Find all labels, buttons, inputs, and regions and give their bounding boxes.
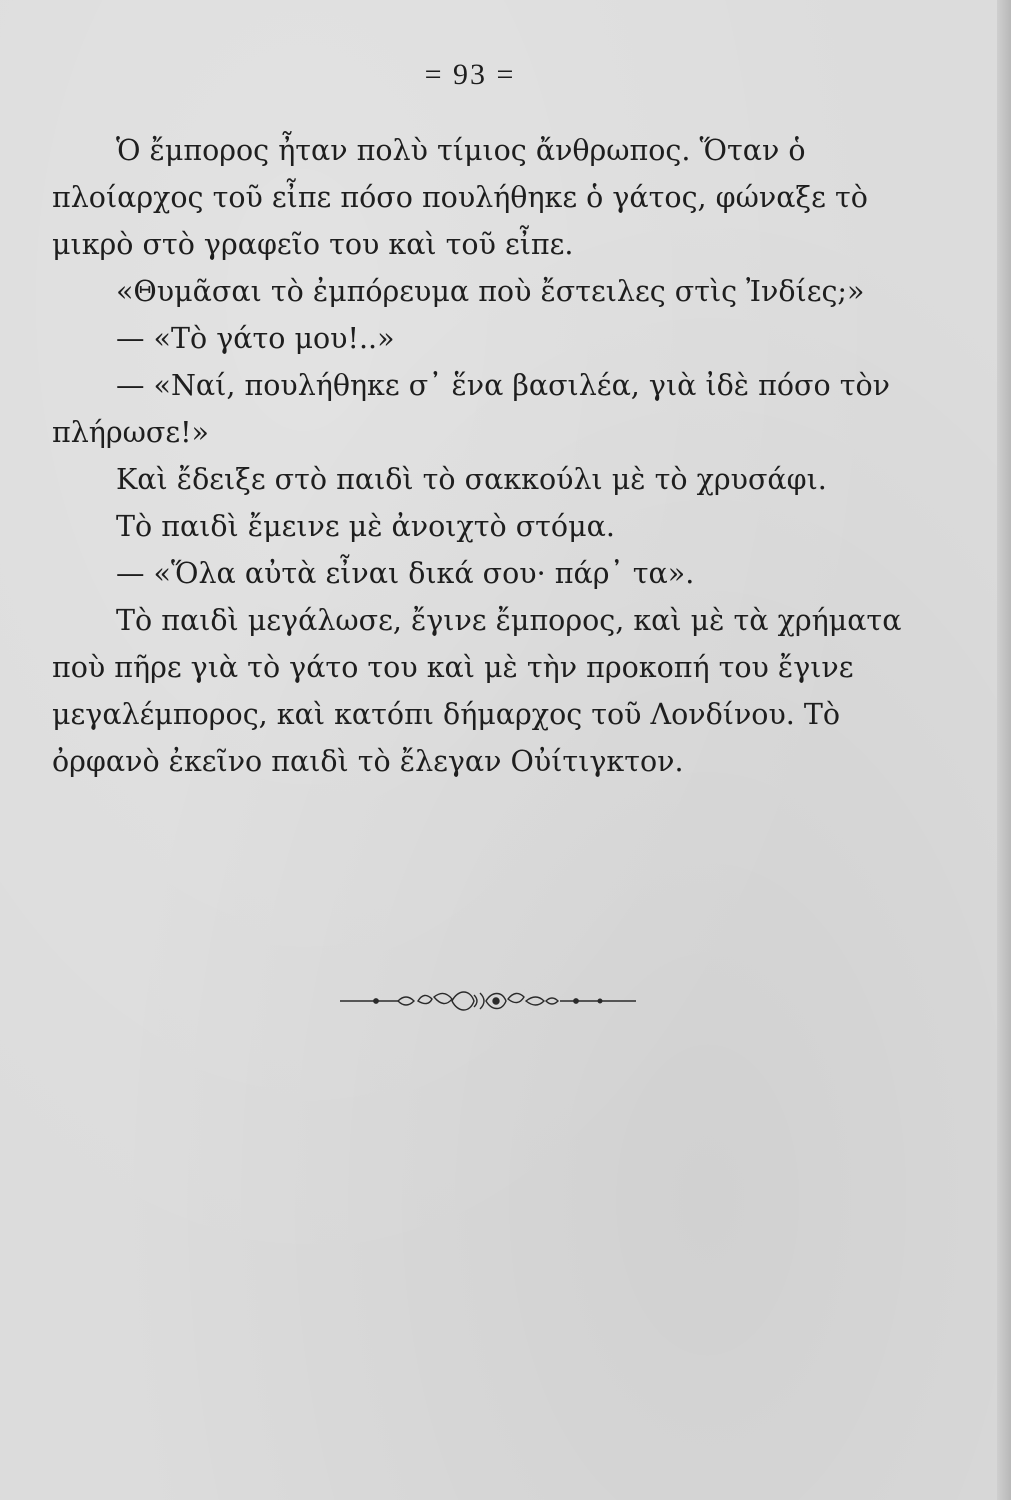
- floral-divider-icon: [338, 985, 638, 1015]
- dialogue-line: — «Τὸ γάτο μου!..»: [116, 322, 395, 355]
- dialogue-line: — «Ναί, πουλήθηκε σ᾿ ἕνα βασιλέα, γιὰ ἰδὲ πόσο τὸν: [116, 369, 890, 402]
- page-edge-shadow: [997, 0, 1011, 1500]
- text-line: μικρὸ στὸ γραφεῖο του καὶ τοῦ εἶπε.: [52, 228, 574, 261]
- body-text: [52, 127, 900, 785]
- text-line: ποὺ πῆρε γιὰ τὸ γάτο του καὶ μὲ τὴν προκοπή του ἔγινε: [52, 651, 854, 684]
- text-line: Τὸ παιδὶ μεγάλωσε, ἔγινε ἔμπορος, καὶ μὲ τὰ χρήματα: [116, 604, 902, 637]
- text-line: «Θυμᾶσαι τὸ ἐμπόρευμα ποὺ ἔστειλες στὶς Ἰνδίες;»: [116, 275, 865, 308]
- text-line: Τὸ παιδὶ ἔμεινε μὲ ἀνοιχτὸ στόμα.: [116, 510, 615, 543]
- text-line: Καὶ ἔδειξε στὸ παιδὶ τὸ σακκούλι μὲ τὸ χρυσάφι.: [116, 463, 827, 496]
- text-line: Ὁ ἔμπορος ἦταν πολὺ τίμιος ἄνθρωπος. Ὅταν ὁ: [116, 134, 806, 167]
- text-line: πλήρωσε!»: [52, 416, 209, 449]
- dialogue-line: — «Ὅλα αὐτὰ εἶναι δικά σου· πάρ᾿ τα».: [116, 557, 695, 590]
- text-line: πλοίαρχος τοῦ εἶπε πόσο πουλήθηκε ὁ γάτος, φώναξε τὸ: [52, 181, 868, 214]
- text-line: μεγαλέμπορος, καὶ κατόπι δήμαρχος τοῦ Λονδίνου. Τὸ: [52, 698, 841, 731]
- text-line: ὀρφανὸ ἐκεῖνο παιδὶ τὸ ἔλεγαν Οὐίτιγκτον.: [52, 745, 684, 778]
- page-number: = 93 =: [424, 58, 516, 91]
